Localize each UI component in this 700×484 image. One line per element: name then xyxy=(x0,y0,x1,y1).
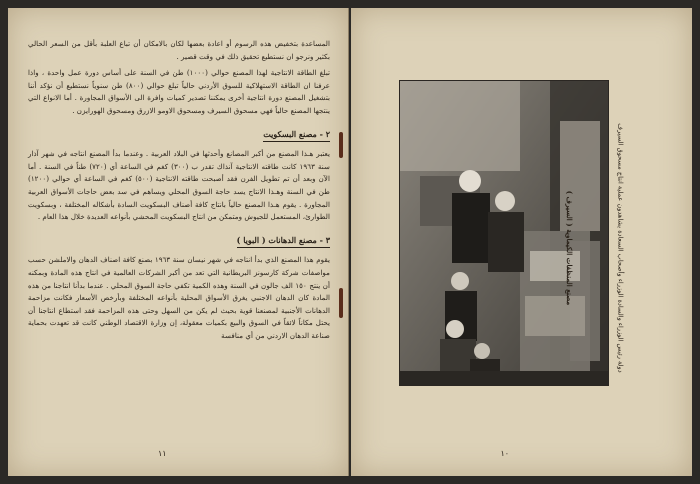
paragraph-intro: المساعدة بتخفيض هذه الرسوم أو اعادة بعضها لكان بالامكان أن تباع العلبة بأقل من السعر الحالي بكثير ونرجو ان نستطيع تحقيق ذلك في وقت قصير . xyxy=(28,39,330,61)
paragraph-paint: يقوم هذا المصنع الذي بدأ انتاجه في شهر نيسان سنة ١٩٦٣ بصنع كافة اصناف الدهان والاملشن حسب مواصفات شركة كارسونز البريطانية التي تعد من أكبر الشركات العالمية في انتاج هذه المادة وبمكنه أن ينتج ١٥٠ الف جالون في السنة وهذه الكمية تكفي حاجة السوق المحلي . عندما بدأنا انتاجنا من هذه المادة كان الدهان الاجنبي يغرق الأسواق المحلية بأنواعه المختلفة وبأرخص الأسعار فكانت مزاحمة الدهانات الأجنبية لمصنعنا قوية بحيث لم يكن من السهل وحتى هذه المزاحمة فقد استطاع انتاجنا أن يحتل مكاناً لائقاً في السوق والبيع بكميات معقولة، إن وزارة الاقتصاد الوطني كانت قد تعهدت بحماية صناعة الدهان الاردني من أي منافسة xyxy=(28,255,330,340)
staple-bottom xyxy=(339,288,343,318)
heading-biscuit-factory: ٢ - مصنع البسكويت xyxy=(263,128,330,143)
photo-illustration xyxy=(400,81,608,385)
factory-photo xyxy=(399,80,609,386)
paragraph-biscuit: يعتبر هـذا المصنع من أكبر المصانع وأحدثها في البلاد العربية . وعندما بدأ المصنع انتاجه في شهر آذار سنة ١٩٦٣ كانت طاقته الانتاجية آنذاك تقدر ب (٣٠٠) كغم في الساعة أي (٧٢٠) طناً في السنة . أما الآن وبعد أن تم تطويل الفرن فقد أصبحت طاقته الانتاجية (٥٠٠) كغم في الساعة أي حوالي (١٢٠٠) طن في السنة وهـذا الانتاج يسد حاجة السوق المحلي ويساهم في سد بعض حاجات الأسواق العربية المجاورة . يقوم هـذا المصنع حالياً بانتاج كافة أصناف البسكويت السادة بأشكاله المختلفة ، وبسكويت الطوارئ، المستعمل للجيوش ومتمكن من انتاج البسكويت المحشي بأنواعه العديدة خلال هذا العام . xyxy=(28,149,330,222)
caption-title: مصنع المنظفات الكيماوية ( السيرف ) xyxy=(564,190,574,306)
text-column xyxy=(28,38,330,346)
photo-caption xyxy=(564,98,677,398)
right-page xyxy=(351,8,693,476)
paragraph-capacity: تبلغ الطاقة الانتاجية لهذا المصنع حوالي (١٠٠٠) طن في السنة على أساس دورة عمل واحدة ، واذا عرفنا ان الطاقة الاستهلاكية للسوق الأردني حالياً تبلغ حوالي (٨٠٠) طن سنوياً نستطيع أن نؤكد أننا بتشغيل المصنع دورة انتاجية أخرى يمكننا تصدير كميات وافرة الى الأسواق المجاورة . أما الانواع التي ينتجها المصنع حالياً فهي مسحوق السيرف ومسحوق الاومو الازرق ومسحوق الهورايزن . xyxy=(28,68,331,115)
page-number-right: ١٠ xyxy=(500,449,510,458)
page-number-left: ١١ xyxy=(158,449,167,458)
heading-paint-factory: ٣ - مصنع الدهانات ( البويا ) xyxy=(237,234,330,249)
booklet-spread xyxy=(8,8,692,476)
left-page xyxy=(8,8,349,476)
caption-description: دولة رئيس الوزراء والسادة الوزراء وأصحاب السعادة يشاهدون عملية انتاج مسحوق السيرف xyxy=(616,123,625,373)
staple-top xyxy=(339,132,343,158)
